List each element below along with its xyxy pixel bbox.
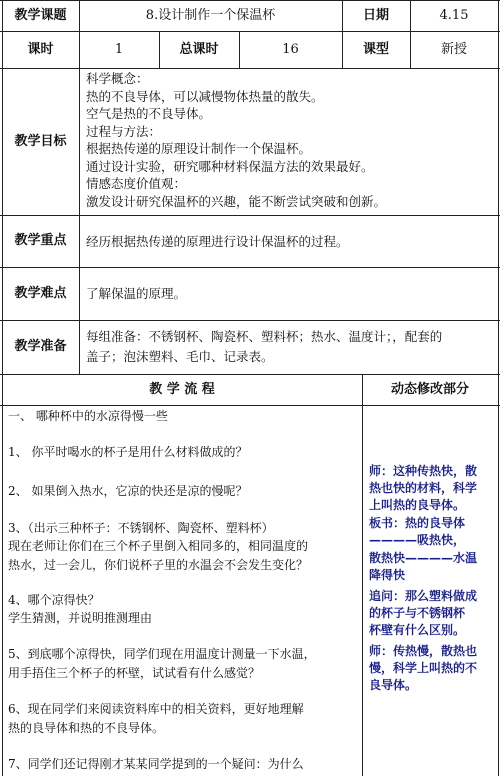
focus-label: 教学重点 <box>14 233 67 249</box>
process-line: 5、到底哪个凉得快，同学们现在用温度计测量一下水温， <box>8 647 316 661</box>
annotation-line: ————吸热快， <box>369 533 466 547</box>
annotation-line: 师：这种传热快，散 <box>369 464 478 478</box>
total-period-value: 16 <box>282 41 299 57</box>
process-line: 7、同学们还记得刚才某某同学提到的一个疑问：为什么 <box>8 757 304 771</box>
process-line: 现在老师让你们在三个杯子里倒入相同多的，相同温度的 <box>8 539 309 553</box>
annotation-line: 慢，科学上叫热的不 <box>369 661 478 675</box>
goals-line: 情感态度价值观： <box>86 176 187 191</box>
annotation-line: 热也快的材料，科学 <box>369 481 478 495</box>
annotation-line: 降得快 <box>369 568 406 582</box>
goals-line: 通过设计实验，研究哪种材料保温方法的效果最好。 <box>86 158 374 174</box>
annotation-line: 的杯子与不锈钢杯 <box>369 606 466 620</box>
process-line: 学生猜测，并说明推测理由 <box>8 611 153 625</box>
topic-value: 8.设计制作一个保温杯 <box>145 7 276 23</box>
goals-line: 过程与方法： <box>86 123 162 139</box>
focus-text: 经历根据热传递的原理进行设计保温杯的过程。 <box>86 234 349 249</box>
annotation-line: 良导体。 <box>369 678 418 692</box>
annotation-line: 追问：那么塑料做成 <box>369 589 478 603</box>
preparation-text <box>86 327 442 367</box>
goals-line: 根据热传递的原理设计制作一个保温杯。 <box>86 141 312 156</box>
goals-line: 科学概念： <box>86 71 149 86</box>
annotation-line: 师：传热慢，散热也 <box>369 644 478 658</box>
process-line: 用手捂住三个杯子的杯壁，试试看有什么感觉？ <box>8 666 261 680</box>
dynamic-edits-title: 动态修改部分 <box>390 381 469 397</box>
col-divider <box>362 374 363 776</box>
period-value: 1 <box>114 41 124 57</box>
preparation-label: 教学准备 <box>14 339 67 355</box>
row-divider <box>0 405 500 406</box>
period-label: 课时 <box>27 41 54 57</box>
table-border-right <box>498 0 499 776</box>
goals-line: 空气是热的不良导体。 <box>86 106 212 121</box>
difficulty-label: 教学难点 <box>14 285 67 301</box>
goals-text <box>86 70 386 210</box>
goals-line: 热的不良导体，可以减慢物体热量的散失。 <box>86 88 324 104</box>
lesson-type-value: 新授 <box>440 41 467 57</box>
process-line: 4、哪个凉得快？ <box>8 593 100 607</box>
lesson-type-label: 课型 <box>362 41 389 57</box>
process-line: 3、（出示三种杯子：不锈钢杯、陶瓷杯、塑料杯） <box>8 521 274 535</box>
annotation-line: 上叫热的良导体。 <box>369 498 466 512</box>
annotation-line: 杯壁有什么区别。 <box>369 623 466 637</box>
date-label: 日期 <box>362 7 389 23</box>
process-line: 2、 如果倒入热水，它凉的快还是凉的慢呢？ <box>8 484 248 498</box>
topic-label: 教学课题 <box>14 7 67 23</box>
preparation-line: 盖子；泡沫塑料、毛巾、记录表。 <box>86 349 274 364</box>
process-line: 热水，过一会儿，你们说杯子里的水温会不会发生变化？ <box>8 558 309 572</box>
goals-line: 激发设计研究保温杯的兴趣，能不断尝试突破和创新。 <box>86 193 387 209</box>
process-line: 6、现在同学们来阅读资料库中的相关资料，更好地理解 <box>8 702 304 716</box>
goals-label: 教学目标 <box>14 133 67 149</box>
date-value: 4.15 <box>439 7 469 23</box>
difficulty-text: 了解保温的原理。 <box>86 286 187 301</box>
preparation-line: 每组准备：不锈钢杯、陶瓷杯、塑料杯；热水、温度计；，配套的 <box>86 329 443 344</box>
annotation-line: 散热快————水温 <box>369 551 478 565</box>
process-line: 热的良导体和热的不良导体。 <box>8 721 165 735</box>
process-title: 教 学 流 程 <box>149 381 215 397</box>
process-line: 1、 你平时喝水的杯子是用什么材料做成的？ <box>8 445 248 459</box>
total-period-label: 总课时 <box>179 41 219 57</box>
annotation-line: 板书：热的良导体 <box>369 516 466 530</box>
process-line: 一、 哪种杯中的水凉得慢一些 <box>8 409 168 423</box>
